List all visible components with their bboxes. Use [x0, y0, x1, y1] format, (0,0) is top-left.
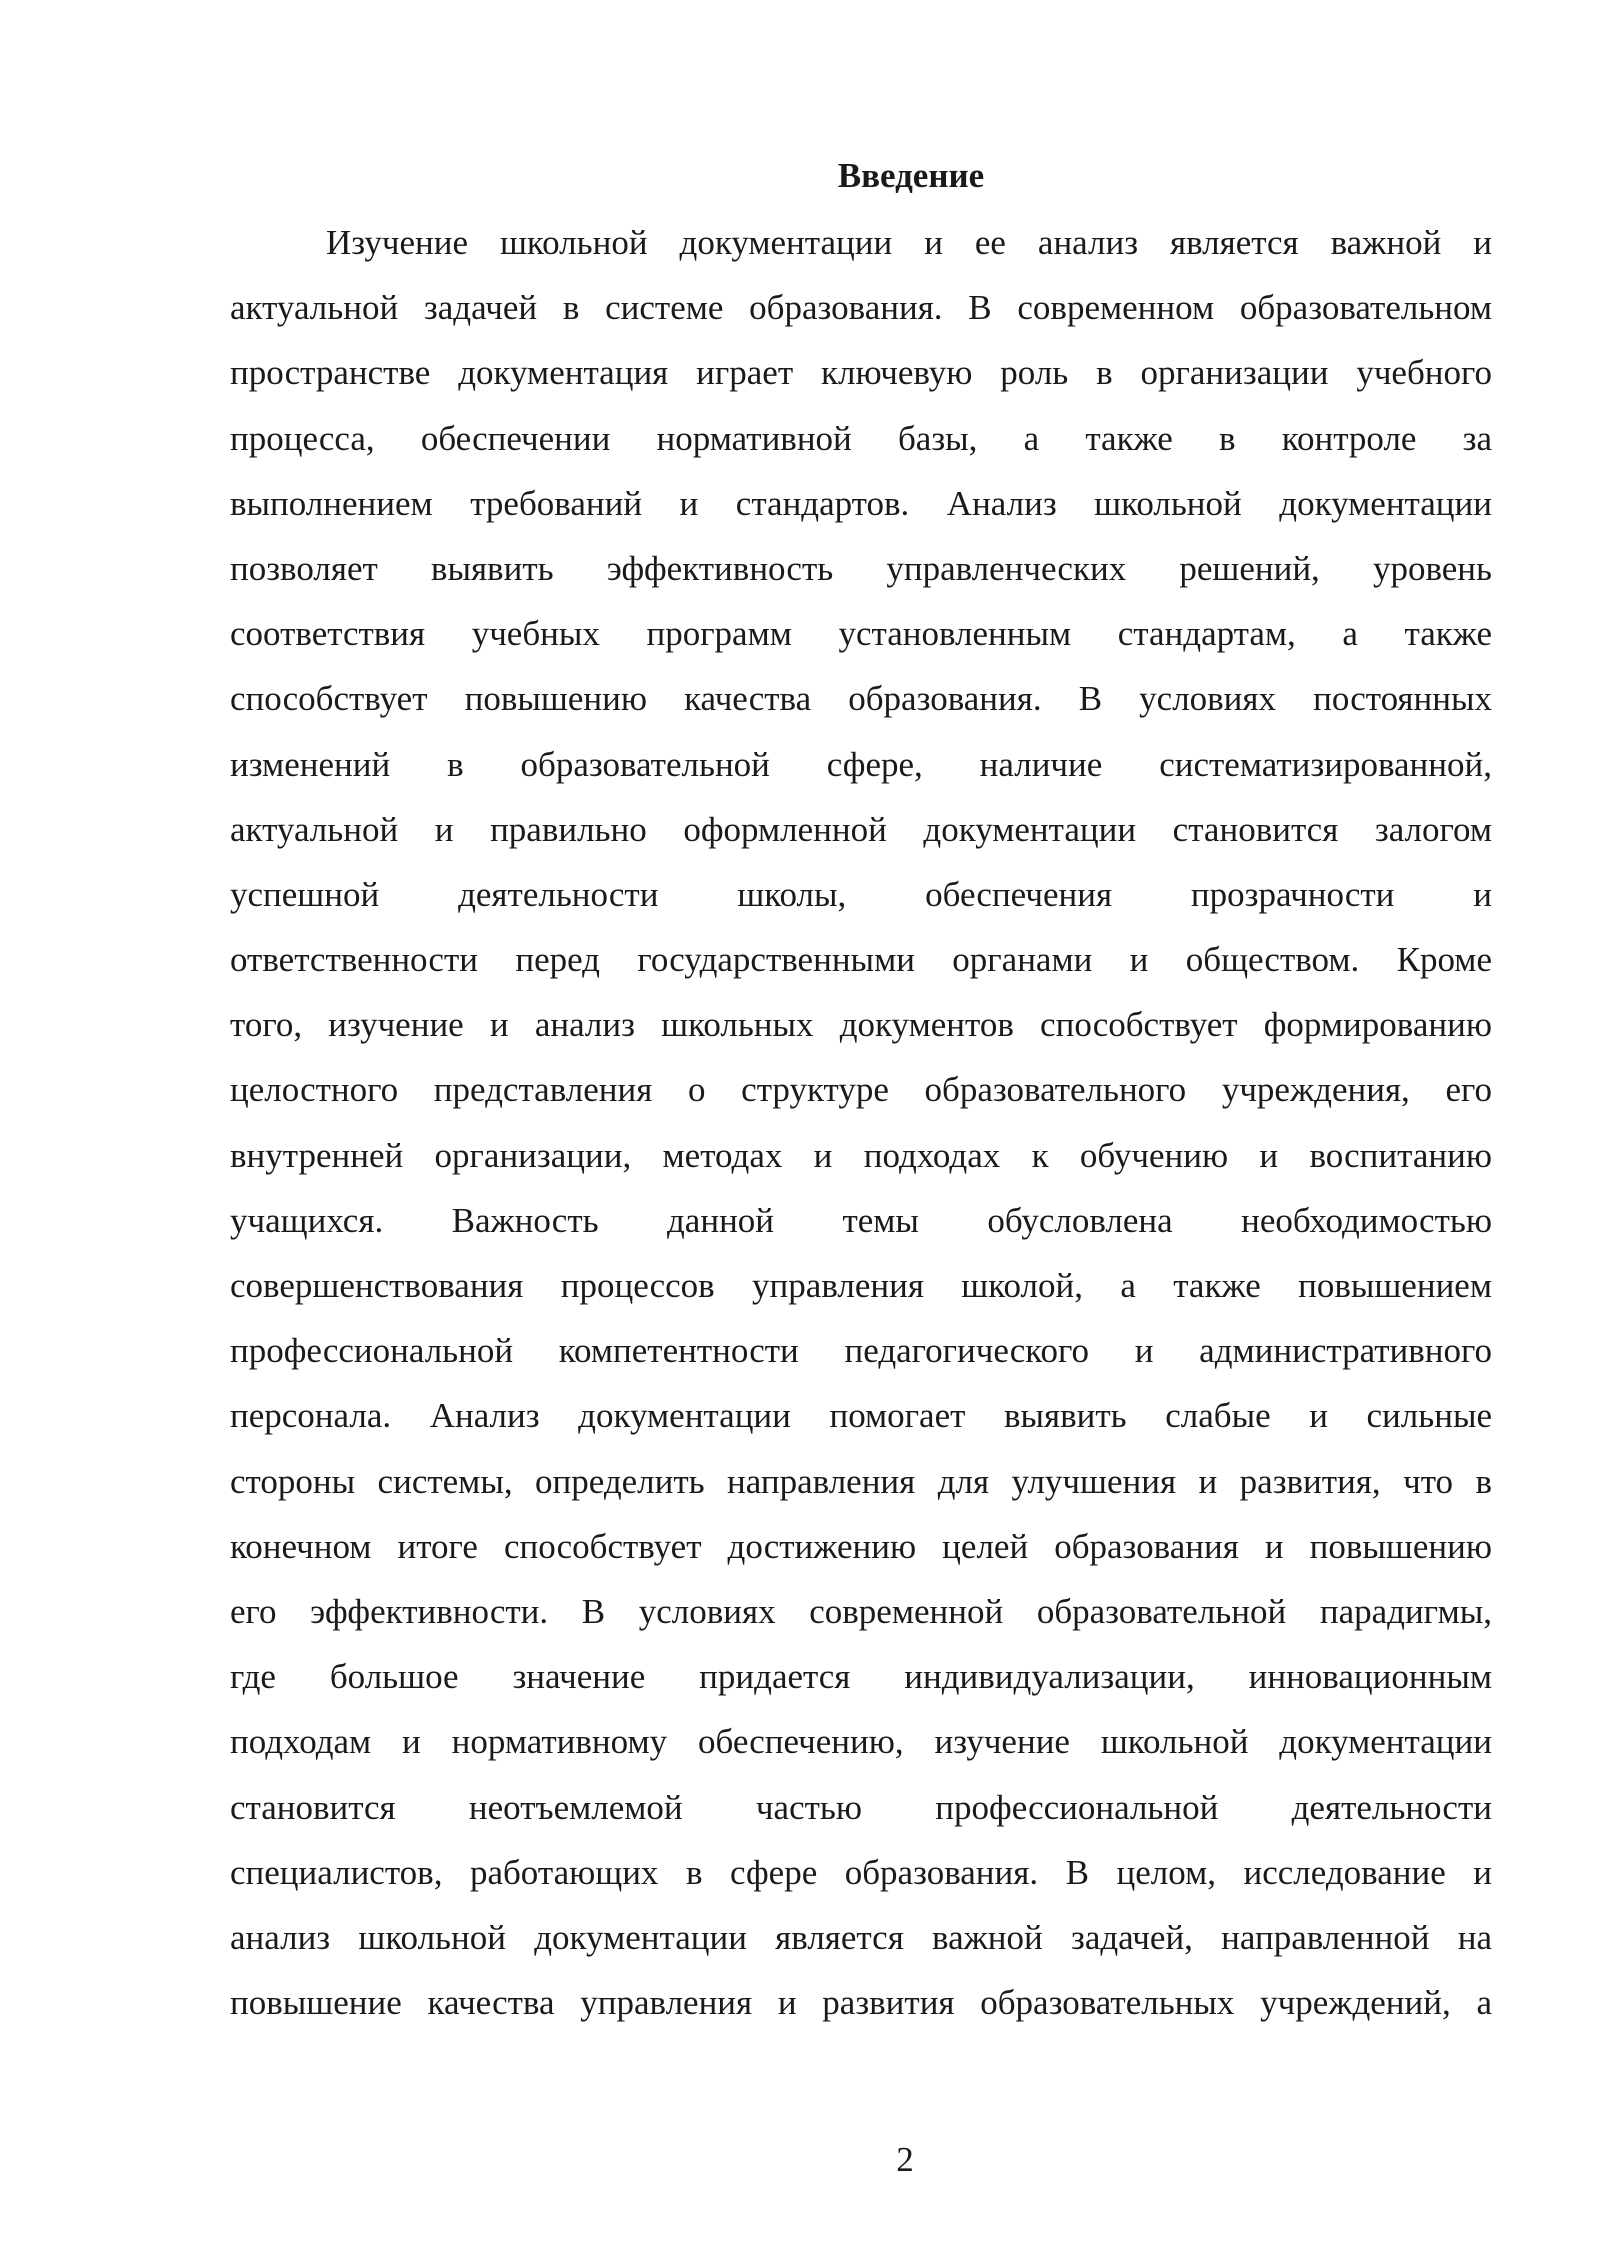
paragraph-line: стороны системы, определить направления для улучшения и развития, что в [230, 1461, 1492, 1501]
paragraph-line: профессиональной компетентности педагогического и административного [230, 1331, 1492, 1371]
paragraph-line: внутренней организации, методах и подходах к обучению и воспитанию [230, 1135, 1492, 1175]
paragraph-line: подходам и нормативному обеспечению, изучение школьной документации [230, 1722, 1492, 1762]
paragraph-line: того, изучение и анализ школьных документов способствует формированию [230, 1005, 1492, 1045]
paragraph-line: соответствия учебных программ установленным стандартам, а также [230, 614, 1492, 654]
paragraph-line: его эффективности. В условиях современной образовательной парадигмы, [230, 1591, 1492, 1631]
paragraph-line: пространстве документация играет ключевую роль в организации учебного [230, 353, 1492, 393]
page-number: 2 [896, 2140, 914, 2179]
paragraph-line: где большое значение придается индивидуализации, инновационным [230, 1657, 1492, 1697]
paragraph-line: актуальной задачей в системе образования. В современном образовательном [230, 288, 1492, 328]
paragraph-line: учащихся. Важность данной темы обусловлена необходимостью [230, 1200, 1492, 1240]
body-paragraph [230, 210, 1492, 2035]
paragraph-line: специалистов, работающих в сфере образования. В целом, исследование и [230, 1852, 1492, 1892]
paragraph-line: позволяет выявить эффективность управленческих решений, уровень [230, 548, 1492, 588]
paragraph-line: персонала. Анализ документации помогает выявить слабые и сильные [230, 1396, 1492, 1436]
paragraph-line: конечном итоге способствует достижению целей образования и повышению [230, 1526, 1492, 1566]
paragraph-line: успешной деятельности школы, обеспечения прозрачности и [230, 874, 1492, 914]
paragraph-line: совершенствования процессов управления школой, а также повышением [230, 1266, 1492, 1305]
paragraph-line: процесса, обеспечении нормативной базы, а также в контроле за [230, 418, 1492, 458]
paragraph-line: выполнением требований и стандартов. Анализ школьной документации [230, 483, 1492, 523]
paragraph-line: способствует повышению качества образования. В условиях постоянных [230, 679, 1492, 719]
paragraph-line: повышение качества управления и развития образовательных учреждений, а [230, 1983, 1492, 2023]
paragraph-line: анализ школьной документации является важной задачей, направленной на [230, 1917, 1492, 1957]
paragraph-line: Изучение школьной документации и ее анализ является важной и [326, 223, 1492, 262]
section-heading: Введение [837, 156, 985, 195]
paragraph-line: целостного представления о структуре образовательного учреждения, его [230, 1070, 1492, 1110]
paragraph-line: актуальной и правильно оформленной документации становится залогом [230, 809, 1492, 849]
paragraph-line: изменений в образовательной сфере, наличие систематизированной, [230, 744, 1492, 784]
paragraph-line: становится неотъемлемой частью профессиональной деятельности [230, 1787, 1492, 1827]
paragraph-line: ответственности перед государственными органами и обществом. Кроме [230, 940, 1492, 980]
